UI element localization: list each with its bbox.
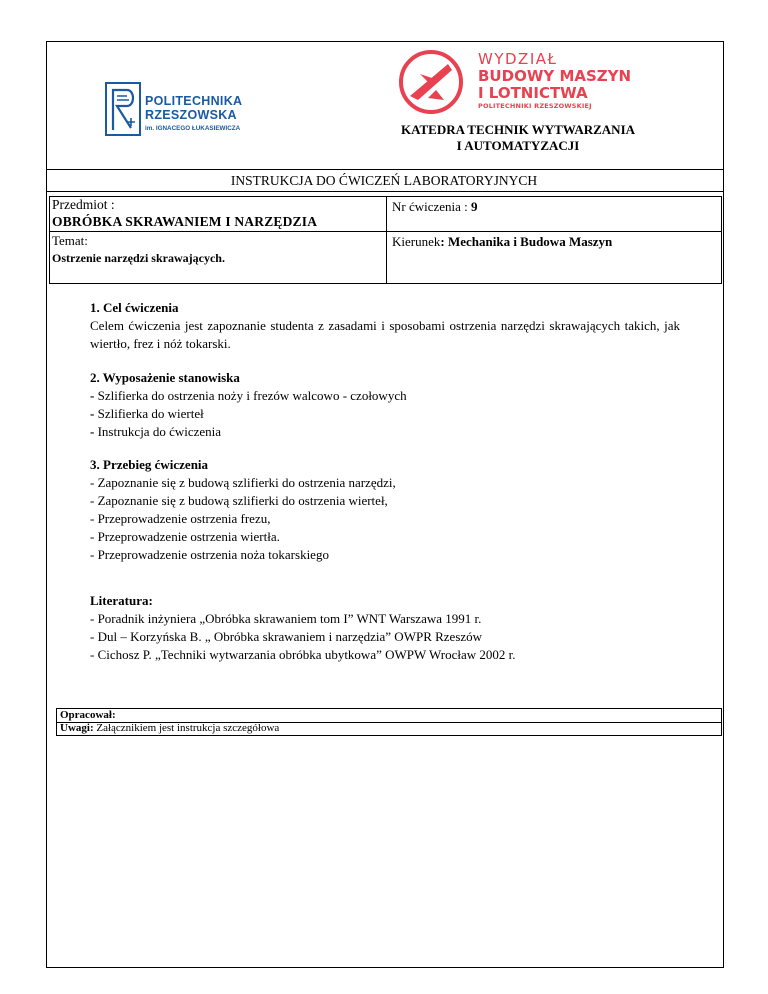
uwagi: Uwagi: Załącznikiem jest instrukcja szczegółowa <box>60 722 280 734</box>
list-item: - Instrukcja do ćwiczenia <box>90 424 222 439</box>
footer-box-right <box>721 708 722 736</box>
kierunek: Kierunek: Mechanika i Budowa Maszyn <box>392 234 613 249</box>
wydzial-emblem-icon <box>398 50 464 114</box>
section-przebieg <box>90 456 680 564</box>
wydzial-line2: BUDOWY MASZYN <box>478 67 632 85</box>
przedmiot-value: OBRÓBKA SKRAWANIEM I NARZĘDZIA <box>52 214 318 229</box>
info-table-top <box>46 191 724 192</box>
list-item: - Poradnik inżyniera „Obróbka skrawaniem tom I” WNT Warszawa 1991 r. <box>90 611 482 626</box>
politechnika-rzeszowska-logo <box>105 82 265 136</box>
list-item: - Przeprowadzenie ostrzenia wiertła. <box>90 529 280 544</box>
footer-box-top <box>56 708 722 709</box>
info-table-bottom <box>49 283 722 284</box>
section-literatura-title: Literatura: <box>90 593 153 608</box>
list-item: - Cichosz P. „Techniki wytwarzania obróbka ubytkowa” OWPW Wrocław 2002 r. <box>90 647 516 662</box>
temat-label: Temat: <box>52 233 88 248</box>
section-cel-title: 1. Cel ćwiczenia <box>90 300 179 315</box>
section-wyposazenie-title: 2. Wyposażenie stanowiska <box>90 370 240 385</box>
katedra-title: KATEDRA TECHNIK WYTWARZANIA I AUTOMATYZACJI <box>400 122 636 153</box>
info-table-divider <box>386 196 387 284</box>
list-item: - Zapoznanie się z budową szlifierki do ostrzenia wierteł, <box>90 493 388 508</box>
list-item: - Przeprowadzenie ostrzenia noża tokarskiego <box>90 547 329 562</box>
list-item: - Szlifierka do wierteł <box>90 406 204 421</box>
section-literatura <box>90 592 680 664</box>
section-cel-text: Celem ćwiczenia jest zapoznanie studenta z zasadami i sposobami ostrzenia narzędzi skrawających takich, jak wiertło, frez i nóż tokarski. <box>90 318 680 351</box>
politechnika-name: POLITECHNIKA RZESZOWSKA <box>145 94 243 122</box>
footer-box-bottom <box>56 735 722 736</box>
section-przebieg-title: 3. Przebieg ćwiczenia <box>90 457 209 472</box>
list-item: - Przeprowadzenie ostrzenia frezu, <box>90 511 271 526</box>
wydzial-line1: WYDZIAŁ <box>478 50 558 68</box>
info-table-right <box>721 196 722 284</box>
przedmiot-label: Przedmiot : <box>52 197 115 212</box>
wydzial-logo <box>398 50 632 114</box>
politechnika-subtitle: im. IGNACEGO ŁUKASIEWICZA <box>145 125 241 132</box>
header-divider <box>46 169 724 170</box>
list-item: - Zapoznanie się z budową szlifierki do ostrzenia narzędzi, <box>90 475 396 490</box>
info-table-mid <box>49 231 722 232</box>
wydzial-subtitle: POLITECHNIKI RZESZOWSKIEJ <box>478 102 592 110</box>
footer-box-left <box>56 708 57 736</box>
list-item: - Dul – Korzyńska B. „ Obróbka skrawaniem i narzędzia” OWPR Rzeszów <box>90 629 483 644</box>
politechnika-emblem-icon <box>105 82 141 136</box>
section-wyposazenie <box>90 369 680 441</box>
temat-value: Ostrzenie narzędzi skrawających. <box>52 251 225 265</box>
list-item: - Szlifierka do ostrzenia noży i frezów walcowo - czołowych <box>90 388 407 403</box>
instrukcja-title: INSTRUKCJA DO ĆWICZEŃ LABORATORYJNYCH <box>230 173 538 188</box>
info-table-left <box>49 196 50 284</box>
opracowal-label: Opracował: <box>60 709 116 721</box>
wydzial-line3: I LOTNICTWA <box>478 84 588 102</box>
nr-cwiczenia: Nr ćwiczenia : 9 <box>392 199 478 214</box>
section-cel <box>90 299 680 353</box>
